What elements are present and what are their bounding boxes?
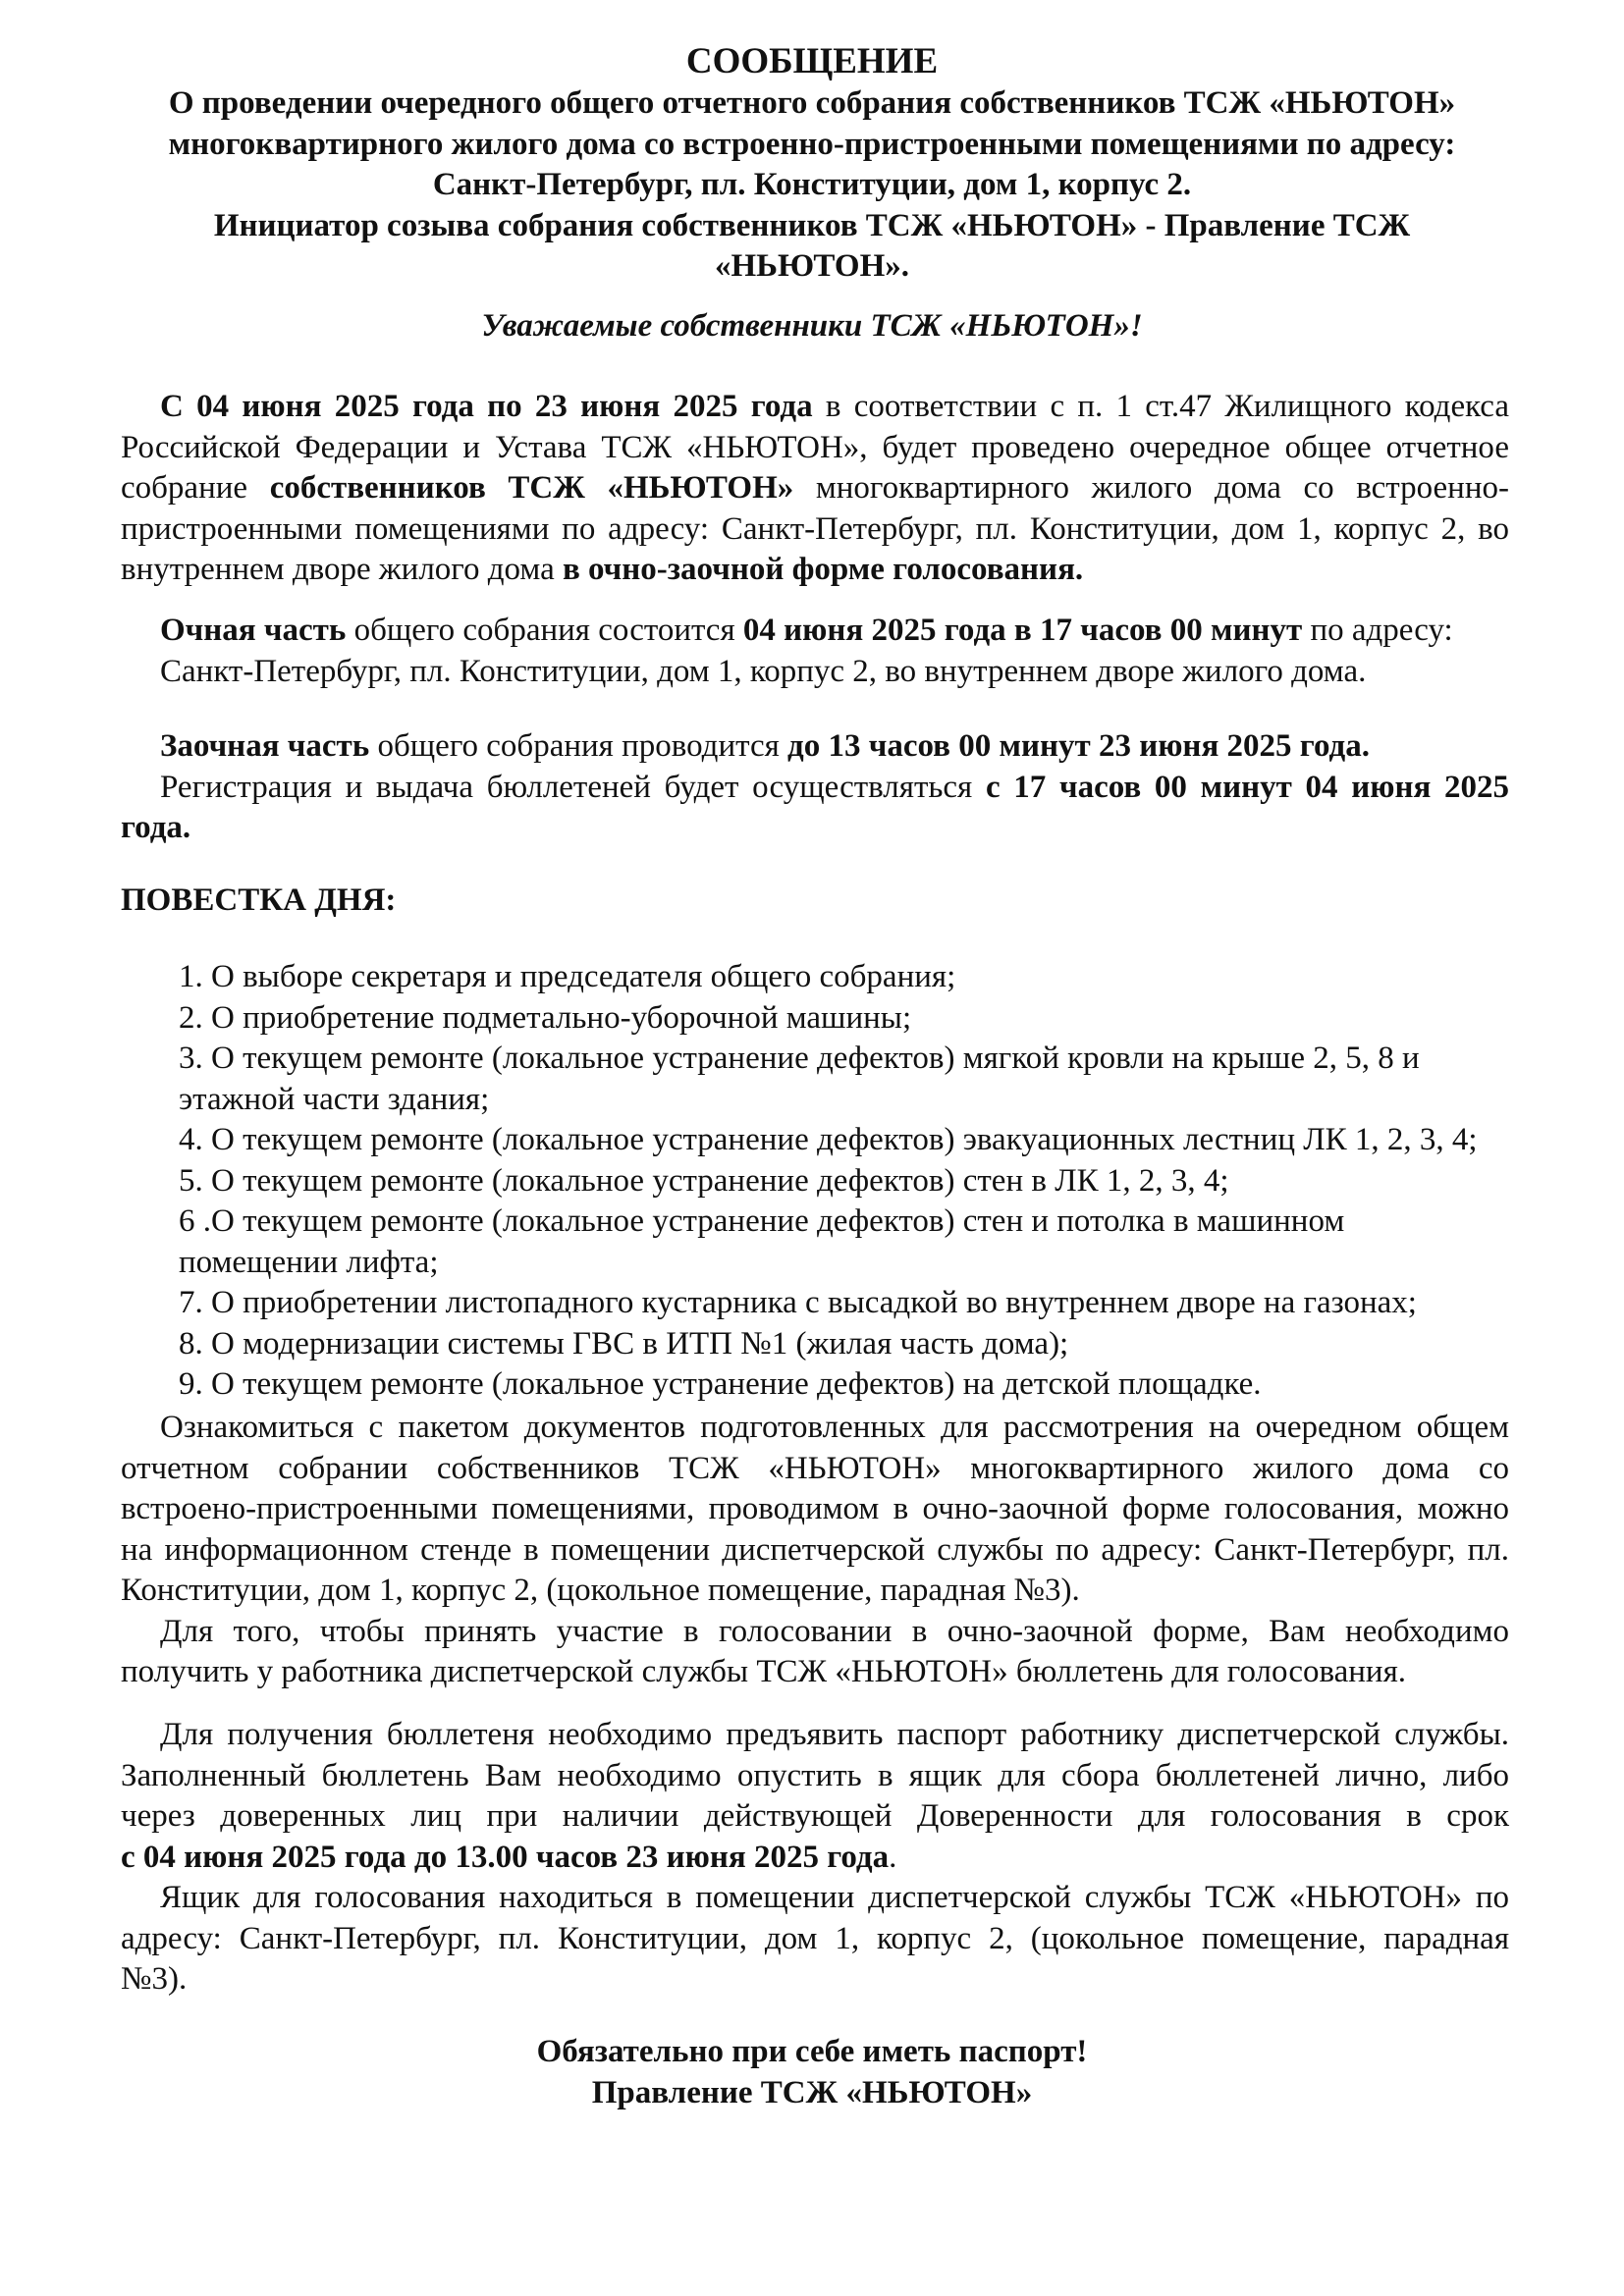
- paragraph-line: Ящик для голосования находиться в помещении диспетчерской службы ТСЖ «НЬЮТОН» по: [160, 1880, 1509, 1915]
- agenda-item: 7. О приобретении листопадного кустарника с высадкой во внутреннем дворе на газонах;: [179, 1285, 1417, 1320]
- paragraph-line: Российской Федерации и Устава ТСЖ «НЬЮТОН», будет проведено очередное общее отчетное: [121, 429, 1509, 465]
- agenda-list: [179, 957, 1514, 1406]
- agenda-item: 6 .О текущем ремонте (локальное устранение дефектов) стен и потолка в машинном: [179, 1203, 1345, 1239]
- agenda-item: 2. О приобретение подметально-уборочной машины;: [179, 999, 912, 1036]
- paragraph-line: Санкт-Петербург, пл. Конституции, дом 1, корпус 2, во внутреннем дворе жилого дома.: [160, 653, 1367, 689]
- voting-deadline: с 04 июня 2025 года до 13.00 часов 23 июня 2025 года: [121, 1839, 890, 1875]
- intro-paragraph: [121, 387, 1509, 591]
- agenda-item: 5. О текущем ремонте (локальное устранение дефектов) стен в ЛК 1, 2, 3, 4;: [179, 1162, 1229, 1199]
- agenda-item-continuation: этажной части здания;: [179, 1081, 490, 1117]
- paragraph-line: Ознакомиться с пакетом документов подготовленных для рассмотрения на очередном общем: [160, 1410, 1509, 1445]
- paragraph-line: Регистрация и выдача бюллетеней будет осуществляться с 17 часов 00 минут 04 июня 2025: [160, 769, 1510, 805]
- agenda-item: 9. О текущем ремонте (локальное устранение дефектов) на детской площадке.: [179, 1366, 1262, 1402]
- paragraph-line: Заполненный бюллетень Вам необходимо опустить в ящик для сбора бюллетеней лично, либо: [121, 1757, 1509, 1793]
- paragraph-line: пристроенными помещениями по адресу: Санкт-Петербург, пл. Конституции, дом 1, корпус 2, во: [121, 510, 1509, 547]
- agenda-item: 3. О текущем ремонте (локальное устранение дефектов) мягкой кровли на крыше 2, 5, 8 и: [179, 1041, 1420, 1076]
- agenda-item: 8. О модернизации системы ГВС в ИТП №1 (жилая часть дома);: [179, 1325, 1069, 1362]
- heading-line: Инициатор созыва собрания собственников ТСЖ «НЬЮТОН» - Правление ТСЖ: [213, 207, 1411, 243]
- paragraph-line: отчетном собрании собственников ТСЖ «НЬЮТОН» многоквартирного жилого дома со: [121, 1450, 1509, 1486]
- paragraph-line: через доверенных лиц при наличии действующей Доверенности для голосования в срок: [121, 1798, 1509, 1834]
- voting-form: в очно-заочной форме голосования.: [562, 552, 1084, 587]
- meeting-dates: С 04 июня 2025 года по 23 июня 2025 года: [160, 389, 813, 424]
- paragraph-line: Конституции, дом 1, корпус 2, (цокольное помещение, парадная №3).: [121, 1573, 1080, 1608]
- documents-paragraph: [121, 1408, 1509, 1693]
- in-person-paragraph: [160, 611, 1509, 692]
- document-title: СООБЩЕНИЕ: [685, 41, 939, 81]
- paragraph-line: года.: [121, 810, 191, 845]
- heading-line: многоквартирного жилого дома со встроенно-пристроенными помещениями по адресу:: [168, 126, 1456, 162]
- document-footer: [0, 2032, 1624, 2113]
- paragraph-line: адресу: Санкт-Петербург, пл. Конституции, дом 1, корпус 2, (цокольное помещение, парадная: [121, 1920, 1509, 1956]
- paragraph-line: получить у работника диспетчерской службы ТСЖ «НЬЮТОН» бюллетень для голосования.: [121, 1654, 1407, 1689]
- heading-line: «НЬЮТОН».: [715, 248, 909, 284]
- paragraph-line: Очная часть общего собрания состоится 04 июня 2025 года в 17 часов 00 минут по адресу:: [160, 613, 1453, 648]
- paragraph-line: на информационном стенде в помещении диспетчерской службы по адресу: Санкт-Петербург, пл.: [121, 1531, 1509, 1568]
- agenda-item: 4. О текущем ремонте (локальное устранение дефектов) эвакуационных лестниц ЛК 1, 2, 3, 4;: [179, 1122, 1478, 1157]
- agenda-item: 1. О выборе секретаря и председателя общего собрания;: [179, 959, 956, 994]
- paragraph-line: собрание собственников ТСЖ «НЬЮТОН» многоквартирного жилого дома со встроенно-: [121, 470, 1509, 506]
- paragraph-line: №3).: [121, 1961, 188, 1997]
- document-heading: [128, 83, 1496, 288]
- paragraph-line: с 04 июня 2025 года до 13.00 часов 23 июня 2025 года.: [121, 1839, 897, 1875]
- agenda-item-continuation: помещении лифта;: [179, 1244, 439, 1280]
- greeting: Уважаемые собственники ТСЖ «НЬЮТОН»!: [481, 308, 1143, 344]
- footer-note: Обязательно при себе иметь паспорт!: [536, 2034, 1088, 2069]
- footer-signature: Правление ТСЖ «НЬЮТОН»: [591, 2074, 1033, 2110]
- heading-line: О проведении очередного общего отчетного собрания собственников ТСЖ «НЬЮТОН»: [168, 85, 1456, 121]
- paragraph-line: С 04 июня 2025 года по 23 июня 2025 года в соответствии с п. 1 ст.47 Жилищного кодекса: [160, 389, 1509, 424]
- paragraph-line: Для того, чтобы принять участие в голосовании в очно-заочной форме, Вам необходимо: [160, 1613, 1509, 1649]
- paragraph-line: Для получения бюллетеня необходимо предъявить паспорт работнику диспетчерской службы.: [160, 1717, 1509, 1752]
- ballot-paragraph: [121, 1715, 1509, 2001]
- absentee-paragraph: [121, 726, 1509, 849]
- paragraph-line: встроено-пристроенными помещениями, проводимом в очно-заочной форме голосования, можно: [121, 1491, 1509, 1526]
- heading-line: Санкт-Петербург, пл. Конституции, дом 1, корпус 2.: [432, 167, 1192, 202]
- paragraph-line: внутреннем дворе жилого дома в очно-заочной форме голосования.: [121, 552, 1084, 587]
- paragraph-line: Заочная часть общего собрания проводится до 13 часов 00 минут 23 июня 2025 года.: [160, 728, 1370, 764]
- agenda-title: ПОВЕСТКА ДНЯ:: [121, 882, 397, 918]
